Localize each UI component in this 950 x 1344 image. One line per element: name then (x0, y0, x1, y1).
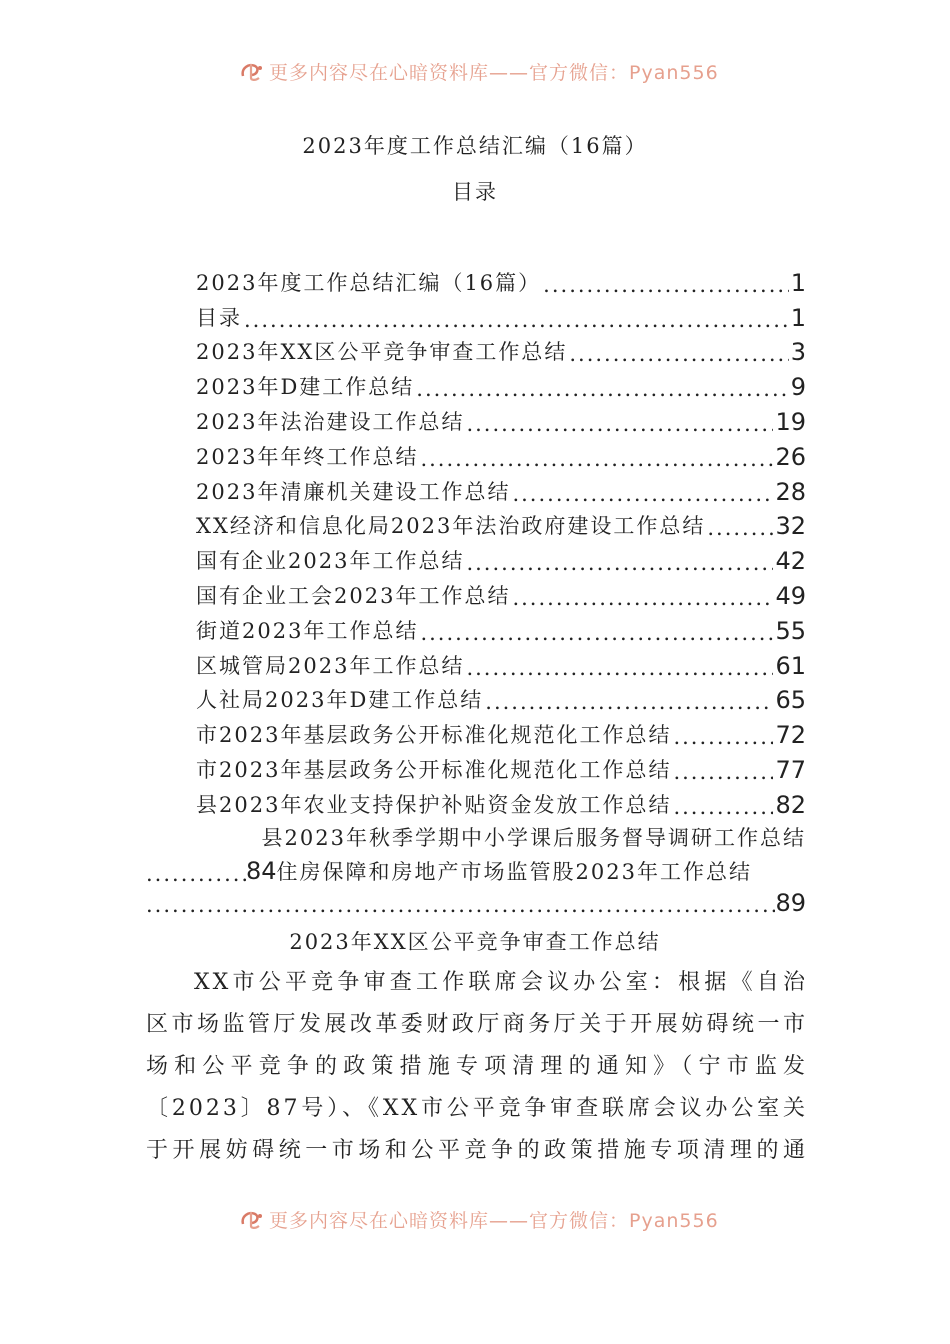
header-watermark (0, 58, 950, 84)
toc-entry-label: 2023年法治建设工作总结 (196, 409, 465, 434)
toc-entry[interactable] (196, 366, 806, 401)
toc-entry-label: 县2023年农业支持保护补贴资金发放工作总结 (196, 792, 672, 817)
watermark-logo-icon (239, 1208, 265, 1230)
toc-entry-label: 目录 (196, 305, 242, 330)
watermark-text: 更多内容尽在心暗资料库——官方微信：Pyan556 (269, 61, 719, 84)
toc-entry-page: 61 (775, 651, 806, 680)
toc-entry[interactable] (196, 471, 806, 506)
toc-wrapped-entry-line2[interactable] (146, 856, 806, 886)
toc-entry-label: 2023年年终工作总结 (196, 444, 419, 469)
toc-leader-dots (673, 760, 773, 784)
toc-leader-dots (569, 342, 788, 366)
toc-entry-page: 1 (790, 268, 806, 297)
toc-leader-dots (485, 690, 773, 714)
toc-leader-dots (420, 447, 773, 471)
body-paragraph (146, 962, 808, 1172)
toc-entry-page: 55 (775, 616, 806, 645)
toc-heading: 目录 (452, 180, 498, 204)
toc-wrapped-entry-line1[interactable] (146, 822, 806, 852)
toc-entry-page: 28 (775, 477, 806, 506)
toc-entry-label: 市2023年基层政务公开标准化规范化工作总结 (196, 757, 672, 782)
body-line: 于开展妨碍统一市场和公平竞争的政策措施专项清理的通 (146, 1138, 808, 1163)
toc-entry-page: 42 (775, 547, 806, 576)
section-title: 2023年XX区公平竞争审查工作总结 (289, 930, 661, 954)
toc-entry-label: 2023年D建工作总结 (196, 375, 415, 400)
toc-entry-label: 2023年清廉机关建设工作总结 (196, 479, 511, 504)
toc-entry[interactable] (196, 262, 806, 297)
toc-leader-dots (673, 725, 773, 749)
toc-entry[interactable] (196, 714, 806, 749)
toc-leader-dots (512, 586, 773, 610)
toc-entry[interactable] (196, 401, 806, 436)
body-line: 〔2023〕87号）、《XX市公平竞争审查联席会议办公室关 (146, 1096, 808, 1121)
toc-leader-dots (512, 482, 773, 506)
toc-entry[interactable] (196, 332, 806, 367)
toc-entry-page: 77 (775, 755, 806, 784)
toc-entry[interactable] (196, 540, 806, 575)
toc-entry-label: 县2023年秋季学期中小学课后服务督导调研工作总结 (261, 826, 806, 850)
watermark-logo-icon (239, 60, 265, 82)
toc-leader-dots (543, 273, 789, 297)
toc-entry-label: 2023年度工作总结汇编（16篇） (196, 270, 542, 295)
document-title: 2023年度工作总结汇编（16篇） (302, 134, 648, 158)
toc-entry-page: 65 (775, 686, 806, 715)
toc-entry-page: 32 (775, 512, 806, 541)
toc-leader-dots (466, 551, 773, 575)
toc-entry[interactable] (196, 610, 806, 645)
toc-entry-page: 9 (790, 373, 806, 402)
toc-entry[interactable] (196, 749, 806, 784)
toc-entry-label: 国有企业2023年工作总结 (196, 549, 465, 574)
toc-entry[interactable] (196, 645, 806, 680)
toc-entry-page: 19 (775, 407, 806, 436)
toc-entry-label: XX经济和信息化局2023年法治政府建设工作总结 (196, 514, 706, 539)
table-of-contents (196, 262, 806, 819)
toc-leader-dots (244, 308, 789, 332)
toc-leader-dots (416, 377, 788, 401)
toc-entry-label: 2023年XX区公平竞争审查工作总结 (196, 340, 568, 365)
toc-wrapped-entry-line3[interactable] (146, 889, 806, 917)
toc-entry[interactable] (196, 575, 806, 610)
toc-entry-page: 89 (775, 889, 806, 917)
toc-leader-dots (707, 516, 773, 540)
toc-entry-page: 82 (775, 790, 806, 819)
toc-leader-dots (466, 656, 773, 680)
toc-entry[interactable] (196, 436, 806, 471)
toc-leader-dots (673, 795, 773, 819)
toc-entry-page: 72 (775, 721, 806, 750)
toc-leader-dots (466, 412, 773, 436)
body-line: 区市场监管厅发展改革委财政厅商务厅关于开展妨碍统一市 (146, 1012, 808, 1037)
toc-entry-label: 住房保障和房地产市场监管股2023年工作总结 (276, 860, 752, 884)
toc-leader-dots (146, 862, 246, 886)
toc-leader-dots (146, 893, 775, 917)
toc-entry[interactable] (196, 506, 806, 541)
toc-entry-label: 市2023年基层政务公开标准化规范化工作总结 (196, 723, 672, 748)
body-line: 场和公平竞争的政策措施专项清理的通知》（宁市监发 (146, 1054, 808, 1079)
body-line: XX市公平竞争审查工作联席会议办公室：根据《自治 (194, 970, 808, 995)
toc-leader-dots (420, 621, 773, 645)
toc-entry-page: 1 (790, 303, 806, 332)
toc-entry-label: 街道2023年工作总结 (196, 618, 419, 643)
toc-entry-page: 3 (790, 338, 806, 367)
toc-entry[interactable] (196, 297, 806, 332)
toc-entry-page: 26 (775, 442, 806, 471)
toc-entry-label: 人社局2023年D建工作总结 (196, 688, 484, 713)
toc-entry-page: 49 (775, 581, 806, 610)
watermark-text: 更多内容尽在心暗资料库——官方微信：Pyan556 (269, 1209, 719, 1232)
toc-entry-label: 区城管局2023年工作总结 (196, 653, 465, 678)
toc-entry[interactable] (196, 680, 806, 715)
toc-entry[interactable] (196, 784, 806, 819)
toc-entry-label: 国有企业工会2023年工作总结 (196, 583, 511, 608)
footer-watermark (0, 1206, 950, 1232)
toc-entry-page: 84 (246, 857, 277, 885)
